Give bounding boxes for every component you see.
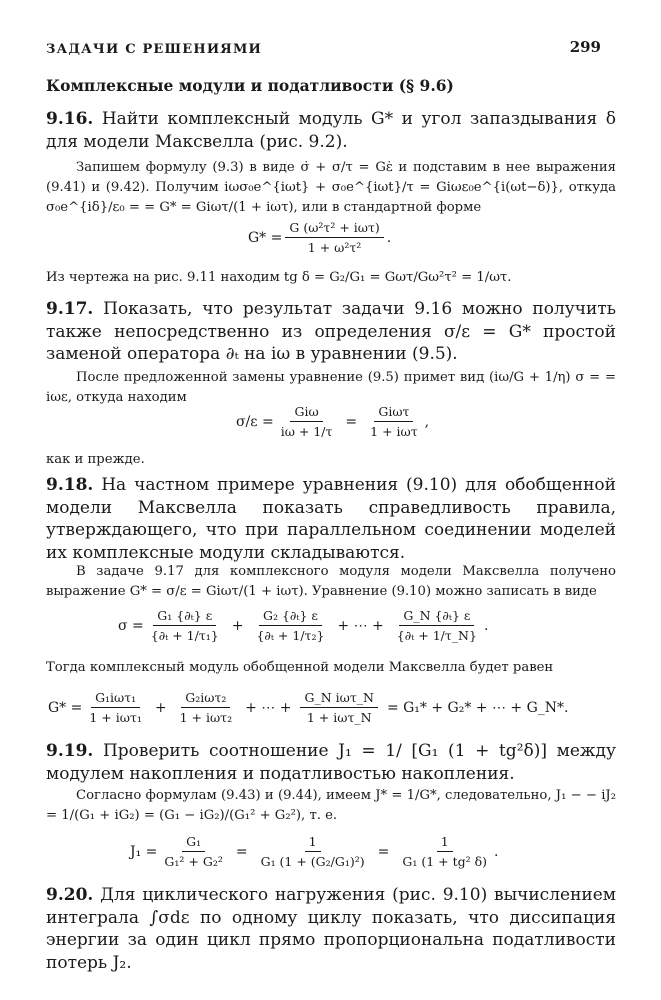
denominator: G₁² + G₂² xyxy=(164,854,223,869)
problem-text: Проверить соотношение J₁ = 1/ [G₁ (1 + tg²δ)] между модулем накопления и податливостью накопления. xyxy=(46,741,617,784)
denominator: G₁ (1 + (G₂/G₁)²) xyxy=(260,854,365,869)
problem-number: 9.17. xyxy=(46,299,94,319)
fraction xyxy=(277,404,337,439)
fraction xyxy=(160,834,226,869)
fraction xyxy=(300,690,377,725)
problem-number: 9.20. xyxy=(46,885,94,905)
formula-end: , xyxy=(424,413,430,430)
problem-9-18 xyxy=(46,474,616,564)
numerator: G₂iωτ₂ xyxy=(181,690,230,708)
solution-9-16-text: Запишем формулу (9.3) в виде σ̇ + σ/τ = Gε̇ и подставим в нее выражения (9.41) и (9.42). Получим iωσ₀e^{iωt} + σ₀e^{iωt}/τ = Giωε₀e^{i(ωt−δ)}, откуда σ₀e^{iδ}/ε₀ = = G* = Giωτ/(1 + iωτ), или в стандартной форме xyxy=(46,160,616,215)
denominator: 1 + iωτ xyxy=(370,424,418,439)
denominator: {∂ₜ + 1/τ₁} xyxy=(150,628,219,643)
formula-end: . xyxy=(483,617,489,634)
problem-text: Показать, что результат задачи 9.16 можно получить также непосредственно из определения σ/ε = G* простой заменой оператора ∂ₜ на iω в уравнении (9.5). xyxy=(46,299,616,364)
denominator: 1 + iωτ₁ xyxy=(89,710,142,725)
numerator: G₁ xyxy=(182,834,205,852)
equals: = xyxy=(235,843,248,860)
fraction xyxy=(85,690,146,725)
solution-9-17-text: После предложенной замены уравнение (9.5) примет вид (iω/G + 1/η) σ = = iωε, откуда находим xyxy=(46,370,616,405)
denominator: iω + 1/τ xyxy=(280,424,333,439)
problem-9-17 xyxy=(46,298,616,366)
numerator: G_N iωτ_N xyxy=(300,690,377,708)
formula-lhs: G* = xyxy=(48,699,83,716)
fraction xyxy=(147,608,223,643)
numerator: G₁iωτ₁ xyxy=(91,690,140,708)
formula-rhs: = G₁* + G₂* + ⋯ + G_N*. xyxy=(386,699,569,716)
formula-9-16 xyxy=(248,220,391,255)
numerator: Giω xyxy=(290,404,322,422)
solution-9-19-text: Согласно формулам (9.43) и (9.44), имеем J* = 1/G*, следовательно, J₁ − − iJ₂ = 1/(G₁ + iG₂) = (G₁ − iG₂)/(G₁² + G₂²), т. е. xyxy=(46,788,616,823)
page-number: 299 xyxy=(569,38,601,56)
fraction xyxy=(366,404,421,439)
denominator: {∂ₜ + 1/τ₂} xyxy=(256,628,325,643)
formula-lhs: J₁ = xyxy=(130,843,158,860)
formula-end: . xyxy=(494,843,499,860)
denominator: 1 + iωτ_N xyxy=(306,710,372,725)
problem-text: На частном примере уравнения (9.10) для обобщенной модели Максвелла показать справедливость правила, утверждающего, что при параллельном соединении моделей их комплексные модули складываются. xyxy=(46,475,616,563)
formula-9-19 xyxy=(130,834,498,869)
problem-text: Найти комплексный модуль G* и угол запаздывания δ для модели Максвелла (рис. 9.2). xyxy=(46,109,616,152)
denominator: 1 + ω²τ² xyxy=(307,240,362,255)
running-title: ЗАДАЧИ С РЕШЕНИЯМИ xyxy=(46,42,263,57)
denominator: {∂ₜ + 1/τ_N} xyxy=(396,628,477,643)
fraction xyxy=(398,834,491,869)
solution-9-16-result: Из чертежа на рис. 9.11 находим tg δ = G₂/G₁ = Gωτ/Gω²τ² = 1/ωτ. xyxy=(46,270,512,285)
equals: = xyxy=(377,843,390,860)
numerator: 1 xyxy=(437,834,453,852)
problem-number: 9.19. xyxy=(46,741,94,761)
formula-end: . xyxy=(386,229,392,246)
problem-number: 9.16. xyxy=(46,109,94,129)
denominator: 1 + iωτ₂ xyxy=(179,710,233,725)
numerator: 1 xyxy=(305,834,321,852)
equals: = xyxy=(345,413,358,430)
formula-lhs: σ/ε = xyxy=(236,413,274,430)
problem-9-20 xyxy=(46,884,616,974)
fraction xyxy=(393,608,481,643)
formula-lhs: σ = xyxy=(118,617,144,634)
numerator: G₁ {∂ₜ} ε xyxy=(153,608,216,626)
ellipsis-sum: + ⋯ + xyxy=(245,699,292,716)
solution-9-18-conclusion: Тогда комплексный модуль обобщенной модели Максвелла будет равен xyxy=(46,660,554,675)
fraction xyxy=(257,834,369,869)
plus: + xyxy=(231,617,244,634)
fraction xyxy=(252,608,328,643)
ellipsis-sum: + ⋯ + xyxy=(337,617,384,634)
problem-text: Для циклического нагружения (рис. 9.10) вычислением интеграла ∫σdε по одному циклу показать, что диссипация энергии за один цикл прямо пропорциональна податливости потерь J₂. xyxy=(46,885,617,973)
plus: + xyxy=(154,699,167,716)
fraction xyxy=(176,690,237,725)
formula-9-18-gstar xyxy=(48,690,575,725)
fraction xyxy=(285,220,383,255)
formula-9-17 xyxy=(236,404,429,439)
problem-9-16 xyxy=(46,108,616,153)
numerator: G_N {∂ₜ} ε xyxy=(399,608,474,626)
solution-9-17-result: как и прежде. xyxy=(46,452,145,467)
denominator: G₁ (1 + tg² δ) xyxy=(402,854,488,869)
solution-9-18-text: В задаче 9.17 для комплексного модуля модели Максвелла получено выражение G* = σ/ε = Giωτ/(1 + iωτ). Уравнение (9.10) можно записать в виде xyxy=(46,564,616,599)
numerator: G (ω²τ² + iωτ) xyxy=(285,220,383,238)
problem-number: 9.18. xyxy=(46,475,94,495)
formula-9-18-sigma xyxy=(118,608,488,643)
numerator: G₂ {∂ₜ} ε xyxy=(259,608,322,626)
problem-9-19 xyxy=(46,740,616,785)
section-title: Комплексные модули и податливости (§ 9.6) xyxy=(46,76,454,95)
formula-lhs: G* = xyxy=(248,229,283,246)
numerator: Giωτ xyxy=(374,404,413,422)
